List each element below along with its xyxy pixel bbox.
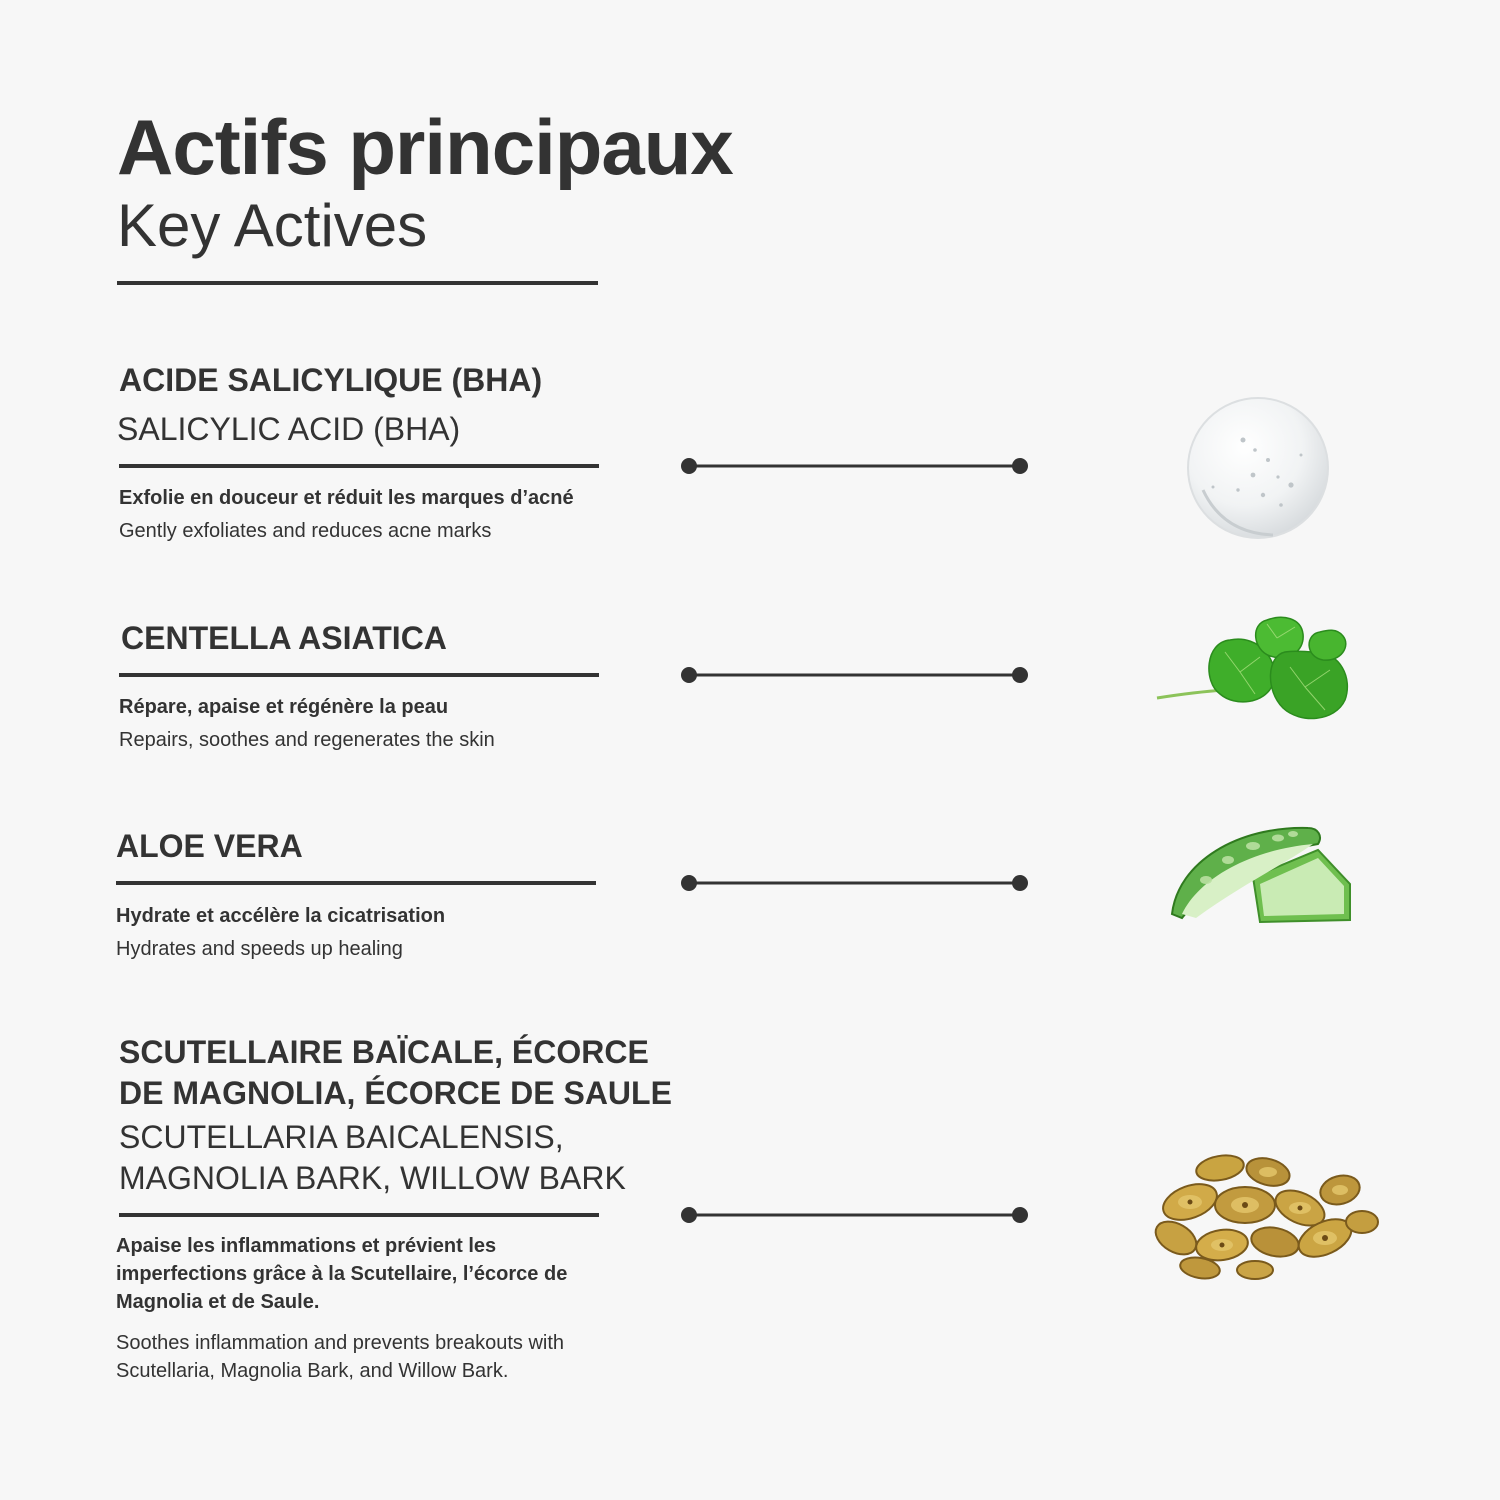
active-divider (119, 673, 599, 677)
connector-line (681, 666, 1028, 684)
active-description-en: Gently exfoliates and reduces acne marks (119, 520, 492, 542)
centella-leaves-icon (1155, 612, 1355, 732)
active-description-fr: Hydrate et accélère la cicatrisation (116, 905, 446, 927)
active-divider (119, 464, 599, 468)
active-description-fr: Répare, apaise et régénère la peau (119, 696, 449, 718)
active-name-fr: CENTELLA ASIATICA (121, 620, 447, 656)
connector-line (681, 457, 1028, 475)
active-description-fr-line1: Apaise les inflammations et prévient les (116, 1235, 497, 1257)
active-description-fr-line2: imperfections grâce à la Scutellaire, l’écorce de (116, 1263, 568, 1285)
aloe-vera-slice-icon (1168, 822, 1358, 927)
active-name-fr: ACIDE SALICYLIQUE (BHA) (119, 362, 543, 398)
active-name-en-line1: SCUTELLARIA BAICALENSIS, (119, 1119, 564, 1155)
page-title: Actifs principaux (117, 103, 733, 191)
active-description-en: Hydrates and speeds up healing (116, 938, 403, 960)
dried-root-slices-icon (1150, 1150, 1382, 1282)
connector-line (681, 874, 1028, 892)
page-subtitle: Key Actives (117, 192, 428, 259)
active-description-en-line2: Scutellaria, Magnolia Bark, and Willow Bark. (116, 1360, 509, 1382)
active-name-fr: ALOE VERA (116, 828, 303, 864)
active-name-fr-line2: DE MAGNOLIA, ÉCORCE DE SAULE (119, 1075, 672, 1111)
gel-drop-icon (1183, 395, 1333, 545)
active-name-en: SALICYLIC ACID (BHA) (117, 411, 461, 447)
active-description-en-line1: Soothes inflammation and prevents breakouts with (116, 1332, 565, 1354)
active-name-fr-line1: SCUTELLAIRE BAÏCALE, ÉCORCE (119, 1034, 649, 1070)
active-divider (119, 1213, 599, 1217)
active-name-en-line2: MAGNOLIA BARK, WILLOW BARK (119, 1160, 626, 1196)
active-divider (116, 881, 596, 885)
active-description-en: Repairs, soothes and regenerates the skin (119, 729, 495, 751)
title-divider (117, 281, 598, 285)
connector-line (681, 1206, 1028, 1224)
active-description-fr: Exfolie en douceur et réduit les marques d’acné (119, 487, 574, 509)
active-description-fr-line3: Magnolia et de Saule. (116, 1291, 320, 1313)
